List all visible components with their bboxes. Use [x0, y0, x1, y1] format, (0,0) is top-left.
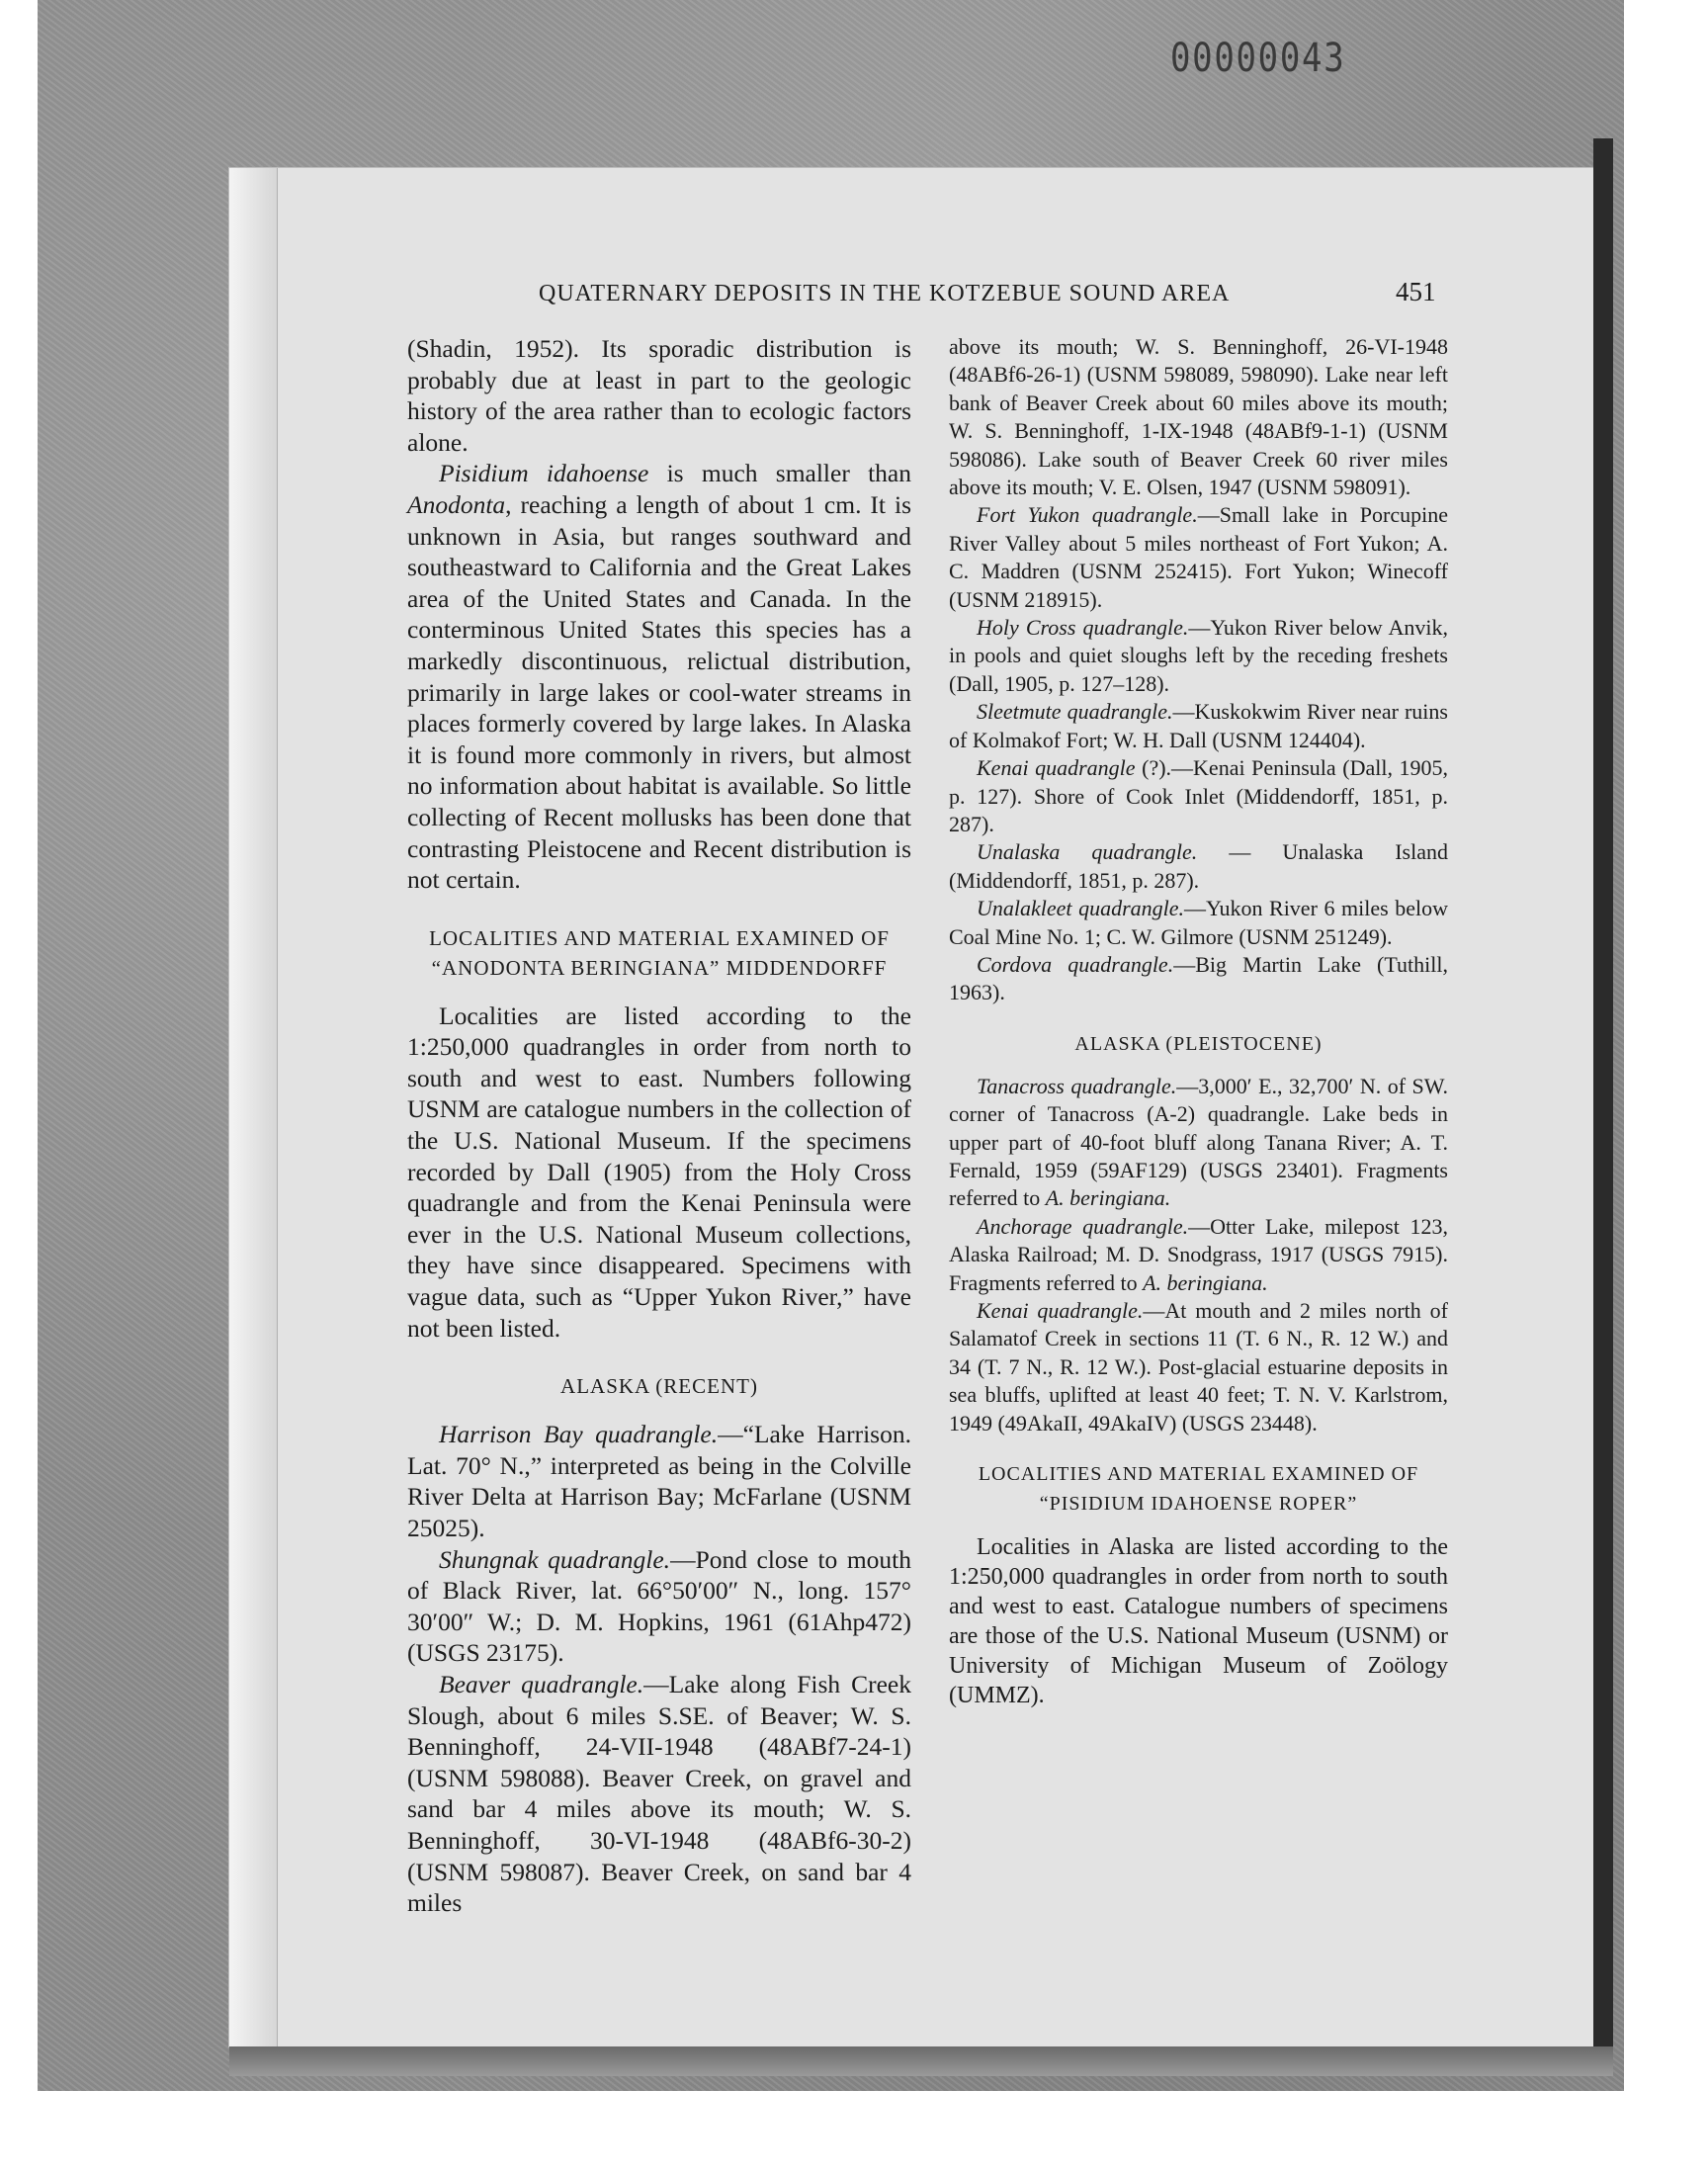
locality-entry-continued: above its mouth; W. S. Benninghoff, 26-VI-1948 (48ABf6-26-1) (USNM 598089, 598090). Lake near left bank of Beaver Creek about 60 miles above its mouth; W. S. Benninghoff, 1-IX-1948 (48ABf9-1-1) (USNM 598086). Lake south of Beaver Creek 60 river miles above its mouth; V. E. Olsen, 1947 (USNM 598091). [949, 334, 1448, 500]
locality-entry: Kenai quadrangle (?).—Kenai Peninsula (Dall, 1905, p. 127). Shore of Cook Inlet (Middendorff, 1851, p. 287). [949, 755, 1449, 836]
locality-entry: Beaver quadrangle.—Lake along Fish Creek Slough, about 6 miles S.SE. of Beaver; W. S. Benninghoff, 24-VII-1948 (48ABf7-24-1) (USNM 598088). Beaver Creek, on gravel and sand bar 4 miles above its mouth; W. S. Benninghoff, 30-VI-1948 (48ABf6-30-2) (USNM 598087). Beaver Creek, on sand bar 4 miles [407, 1669, 912, 1918]
locality-entry: Tanacross quadrangle.—3,000′ E., 32,700′ N. of SW. corner of Tanacross (A-2) quadrangle. Lake beds in upper part of 40-foot bluff along Tanana River; A. T. Fernald, 1959 (59AF129) (USGS 23401). Fragments referred to A. beringiana. [949, 1073, 1448, 1211]
section-heading: LOCALITIES AND MATERIAL EXAMINED OF “ANODONTA BERINGIANA” MIDDENDORFF [429, 925, 890, 980]
locality-entry: Anchorage quadrangle.—Otter Lake, milepost 123, Alaska Railroad; M. D. Snodgrass, 1917 (USGS 7915). Fragments referred to A. beringiana. [949, 1213, 1449, 1295]
scan-serial-number: 00000043 [1170, 36, 1346, 81]
paragraph: Pisidium idahoense is much smaller than Anodonta, reaching a length of about 1 cm. It is unknown in Asia, but ranges southward and southeastward to California and the Great Lakes area of the United States and Canada. In the conterminous United States this species has a markedly discontinuous, relictual distribution, primarily in large lakes or cool-water streams in places formerly covered by large lakes. In Alaska it is found more commonly in rivers, but almost no information about habitat is available. So little collecting of Recent mollusks has been done that contrasting Pleistocene and Recent distribution is not certain. [407, 459, 911, 895]
paragraph: Localities in Alaska are listed according to the 1:250,000 quadrangles in order from north to south and west to east. Catalogue numbers of specimens are those of the U.S. National Museum (USNM) or University of Michigan Museum of Zoölogy (UMMZ). [949, 1534, 1448, 1709]
species-name: Pisidium idahoense [439, 459, 649, 488]
paragraph: Localities are listed according to the 1:250,000 quadrangles in order from north to south and west to east. Numbers following USNM are catalogue numbers in the collection of the U.S. National Museum. If the specimens recorded by Dall (1905) from the Holy Cross quadrangle and from the Kenai Peninsula were ever in the U.S. National Museum collections, they have since disappeared. Specimens with vague data, such as “Upper Yukon River,” have not been listed. [407, 1000, 911, 1343]
section-heading: ALASKA (PLEISTOCENE) [1074, 1032, 1323, 1055]
paragraph: (Shadin, 1952). Its sporadic distribution is probably due at least in part to the geologic history of the area rather than to ecologic factors alone. [407, 334, 911, 457]
locality-entry: Kenai quadrangle.—At mouth and 2 miles north of Salamatof Creek in sections 11 (T. 6 N., R. 12 W.) and 34 (T. 7 N., R. 12 W.). Post-glacial estuarine deposits in sea bluffs, uplifted at least 40 feet; T. N. V. Karlstrom, 1949 (49AkaII, 49AkaIV) (USGS 23448). [949, 1298, 1448, 1436]
section-heading: ALASKA (RECENT) [560, 1374, 758, 1399]
locality-entry: Unalaska quadrangle. — Unalaska Island (Middendorff, 1851, p. 287). [949, 839, 1448, 893]
right-column [949, 333, 1448, 1710]
locality-entry: Unalakleet quadrangle.—Yukon River 6 miles below Coal Mine No. 1; C. W. Gilmore (USNM 251249). [949, 896, 1448, 949]
section-heading: LOCALITIES AND MATERIAL EXAMINED OF “PISIDIUM IDAHOENSE ROPER” [978, 1463, 1419, 1516]
page-right-shadow [1593, 138, 1613, 2066]
locality-entry: Holy Cross quadrangle.—Yukon River below Anvik, in pools and quiet sloughs left by the receding freshets (Dall, 1905, p. 127–128). [949, 615, 1448, 696]
locality-entry: Sleetmute quadrangle.—Kuskokwim River near ruins of Kolmakof Fort; W. H. Dall (USNM 124404). [949, 699, 1448, 752]
page-binding-edge [229, 168, 278, 2046]
genus-name: Anodonta [407, 489, 506, 519]
locality-entry: Fort Yukon quadrangle.—Small lake in Porcupine River Valley about 5 miles northeast of Fort Yukon; A. C. Maddren (USNM 252415). Fort Yukon; Winecoff (USNM 218915). [949, 502, 1449, 612]
running-head: QUATERNARY DEPOSITS IN THE KOTZEBUE SOUND AREA [539, 281, 1231, 306]
locality-entry: Shungnak quadrangle.—Pond close to mouth of Black River, lat. 66°50′00″ N., long. 157° 30′00″ W.; D. M. Hopkins, 1961 (61Ahp472) (USGS 23175). [407, 1544, 911, 1668]
page-bottom-shadow [229, 2046, 1613, 2076]
locality-entry: Cordova quadrangle.—Big Martin Lake (Tuthill, 1963). [949, 951, 1448, 1005]
left-column [407, 333, 911, 1919]
locality-entry: Harrison Bay quadrangle.—“Lake Harrison. Lat. 70° N.,” interpreted as being in the Colville River Delta at Harrison Bay; McFarlane (USNM 25025). [407, 1420, 911, 1542]
page-number: 451 [1396, 277, 1436, 306]
